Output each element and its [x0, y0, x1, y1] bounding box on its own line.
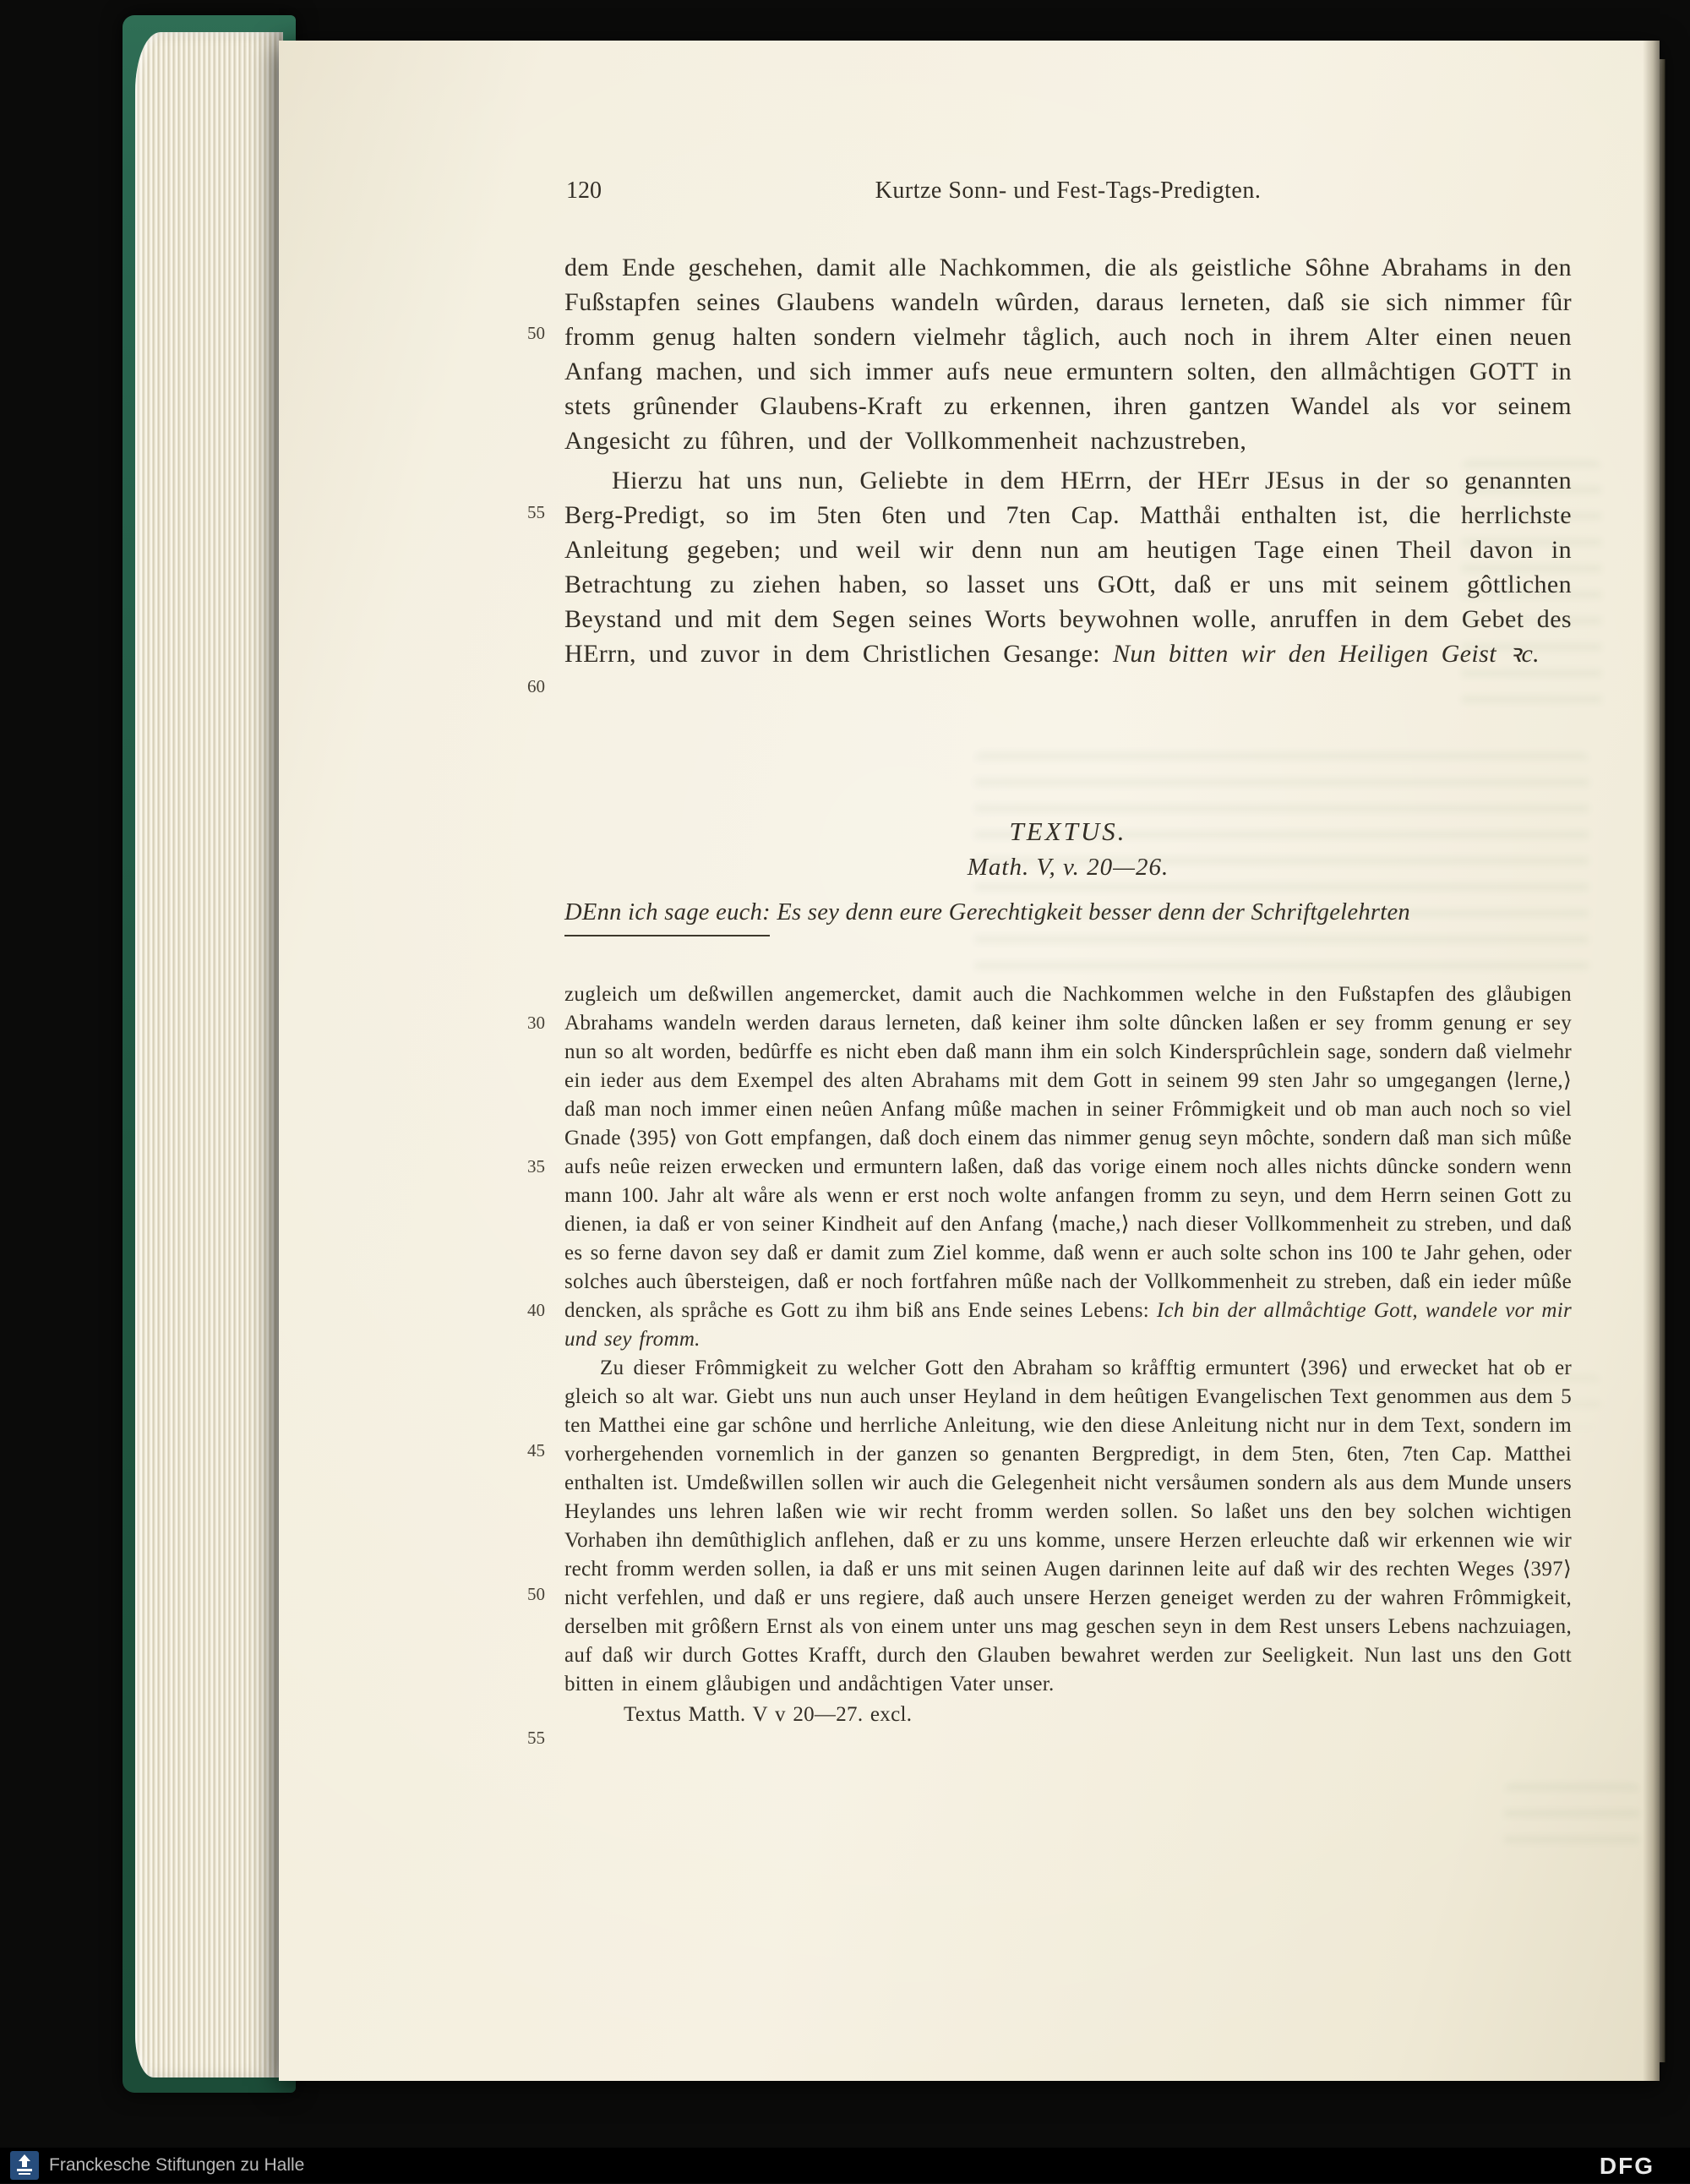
- book-page: [279, 41, 1660, 2081]
- franckesche-stiftungen-logo-icon: [10, 2151, 39, 2180]
- margin-line-number: 60: [527, 676, 545, 696]
- institution-name: Franckesche Stiftungen zu Halle: [49, 2155, 305, 2175]
- show-through-text: [1504, 1783, 1639, 1859]
- page-header: [564, 177, 1572, 211]
- main-paragraph-2: [564, 463, 1572, 671]
- footnote-text: [564, 980, 1572, 1729]
- institution-block: [10, 2151, 304, 2180]
- margin-line-number: 50: [527, 323, 545, 343]
- textus-verse: DEnn ich sage euch: Es sey denn eure Gerechtigkeit besser denn der Schriftgelehrten: [564, 899, 1410, 925]
- dfg-logo: DFG: [1599, 2153, 1655, 2179]
- textus-heading: TEXTUS.: [1009, 816, 1127, 846]
- footnote-paragraph-3: Textus Matth. V v 20—27. excl.: [624, 1703, 913, 1726]
- margin-line-number: 45: [527, 1440, 545, 1461]
- footnote-paragraph-1: [564, 980, 1572, 1354]
- running-title: Kurtze Sonn- und Fest-Tags-Predigten.: [875, 177, 1262, 204]
- footnote-separator: [564, 935, 770, 936]
- margin-line-number: 35: [527, 1156, 545, 1177]
- margin-line-number: 40: [527, 1300, 545, 1320]
- page-number: 120: [566, 177, 602, 204]
- main-paragraph-1: dem Ende geschehen, damit alle Nachkommen, die als geistliche Sôhne Abrahams in den Fußstapfen seines Glaubens wandeln wûrden, daraus lerneten, daß sie sich nimmer fûr fromm genug halten sondern vielmehr tåglich, auch noch in ihrem Alter einen neuen Anfang machen, und sich immer aufs neue ermuntern solten, den allmåchtigen GOTT in stets grûnender Glaubens-Kraft zu erkennen, ihren gantzen Wandel als vor seinem Angesicht zu fûhren, und der Vollkommenheit nachzustreben,: [564, 254, 1572, 455]
- main-paragraph-2-text: Hierzu hat uns nun, Geliebte in dem HErrn, der HErr JEsus in der so genannten Berg-Predigt, so im 5ten 6ten und 7ten Cap. Matthåi enthalten ist, die herrlichste Anleitung gegeben; und weil wir denn nun am heutigen Tage einen Theil davon in Betrachtung zu ziehen haben, so lasset uns GOtt, daß er uns mit seinem gôttlichen Beystand und mit dem Segen seines Worts beywohnen wolle, anruffen in dem Gebet des HErrn, und zuvor in dem Christlichen Gesange:: [564, 467, 1572, 668]
- textus-reference: Math. V, v. 20—26.: [967, 854, 1169, 881]
- margin-line-number: 30: [527, 1013, 545, 1033]
- margin-line-number: 50: [527, 1584, 545, 1604]
- hymn-title: Nun bitten wir den Heiligen Geist ꝛc.: [1112, 640, 1540, 668]
- main-text: [564, 250, 1572, 676]
- margin-line-number: 55: [527, 1728, 545, 1748]
- footnote-paragraph-2: Zu dieser Frômmigkeit zu welcher Gott den Abraham so kråfftig ermuntert ⟨396⟩ und erwecket hat ob er gleich so alt war. Giebt uns nun auch unser Heyland in dem heûtigen Evangelischen Text genommen aus dem 5 ten Matthei eine gar schône und herrliche Anleitung, wie den diese Anleitung nicht nur in dem Text, sondern im vorhergehenden vornemlich in der ganzen so genanten Bergpredigt, in dem 5ten, 6ten, 7ten Cap. Matthei enthalten ist. Umdeßwillen sollen wir auch die Gelegenheit nicht versåumen sondern als aus dem Munde unsers Heylandes uns lehren laßen wie wir recht fromm werden sollen. So laßet uns den bey solchen wichtigen Vorhaben ihn demûthiglich anflehen, daß er zu uns komme, unsere Herzen erleuchte daß wir erkennen wie wir recht fromm werden sollen, ia daß er uns mit seinen Augen darinnen leite auf daß wir des rechten Weges ⟨397⟩ nicht verfehlen, und daß er uns regiere, daß auch unsere Herzen geneiget werden zu der wahren Frômmigkeit, derselben mit grôßern Ernst als von einem unter uns mag geschen seyn in dem Rest unsers Lebens nachzuiagen, auf daß wir durch Gottes Krafft, durch den Glauben bewahret werden zur Seeligkeit. Nun last uns den Gott bitten in einem glåubigen und andåchtigen Vater unser.: [564, 1357, 1572, 1695]
- opposite-page-edge: [1660, 59, 1665, 2062]
- scripture-quote: Ich bin der allmåchtige Gott, wandele vor mir und sey fromm.: [564, 1299, 1572, 1351]
- viewer-footer: [0, 2148, 1690, 2183]
- page-edge-stack: [135, 32, 283, 2078]
- footnote-paragraph-1-text: zugleich um deßwillen angemercket, damit auch die Nachkommen welche in den Fußstapfen des glåubigen Abrahams wandeln werden daraus lerneten, daß keiner ihm solte dûncken laßen er sey fromm genung er sey nun so alt worden, bedûrffe es nicht eben daß mann ihm ein solch Kindersprûchlein sage, sondern daß vielmehr ein ieder aus dem Exempel des alten Abrahams mit dem Gott in seinem 99 sten Jahr so umgegangen ⟨lerne,⟩ daß man noch immer einen neûen Anfang mûße machen in seiner Frômmigkeit und ob man auch noch so viel Gnade ⟨395⟩ von Gott empfangen, daß doch einem das nimmer genug seyn môchte, sondern daß man sich mûße aufs neûe reizen erwecken und ermuntern laßen, daß das vorige einem noch alles nichts dûncke sondern wenn mann 100. Jahr alt wåre als wenn er erst noch wolte anfangen fromm zu seyn, und dem Herrn seinen Gott zu dienen, ia daß er von seiner Kindheit auf den Anfang ⟨mache,⟩ nach dieser Vollkommenheit zu streben, und daß es so ferne davon sey daß er damit zum Ziel komme, daß wenn er auch solte schon ins 100 te Jahr gehen, oder solches auch ûbersteigen, daß er noch fortfahren mûße nach der Vollkommenheit zu streben, daß ein ieder mûße dencken, als språche es Gott zu ihm biß ans Ende seines Lebens:: [564, 983, 1572, 1322]
- margin-line-number: 55: [527, 502, 545, 522]
